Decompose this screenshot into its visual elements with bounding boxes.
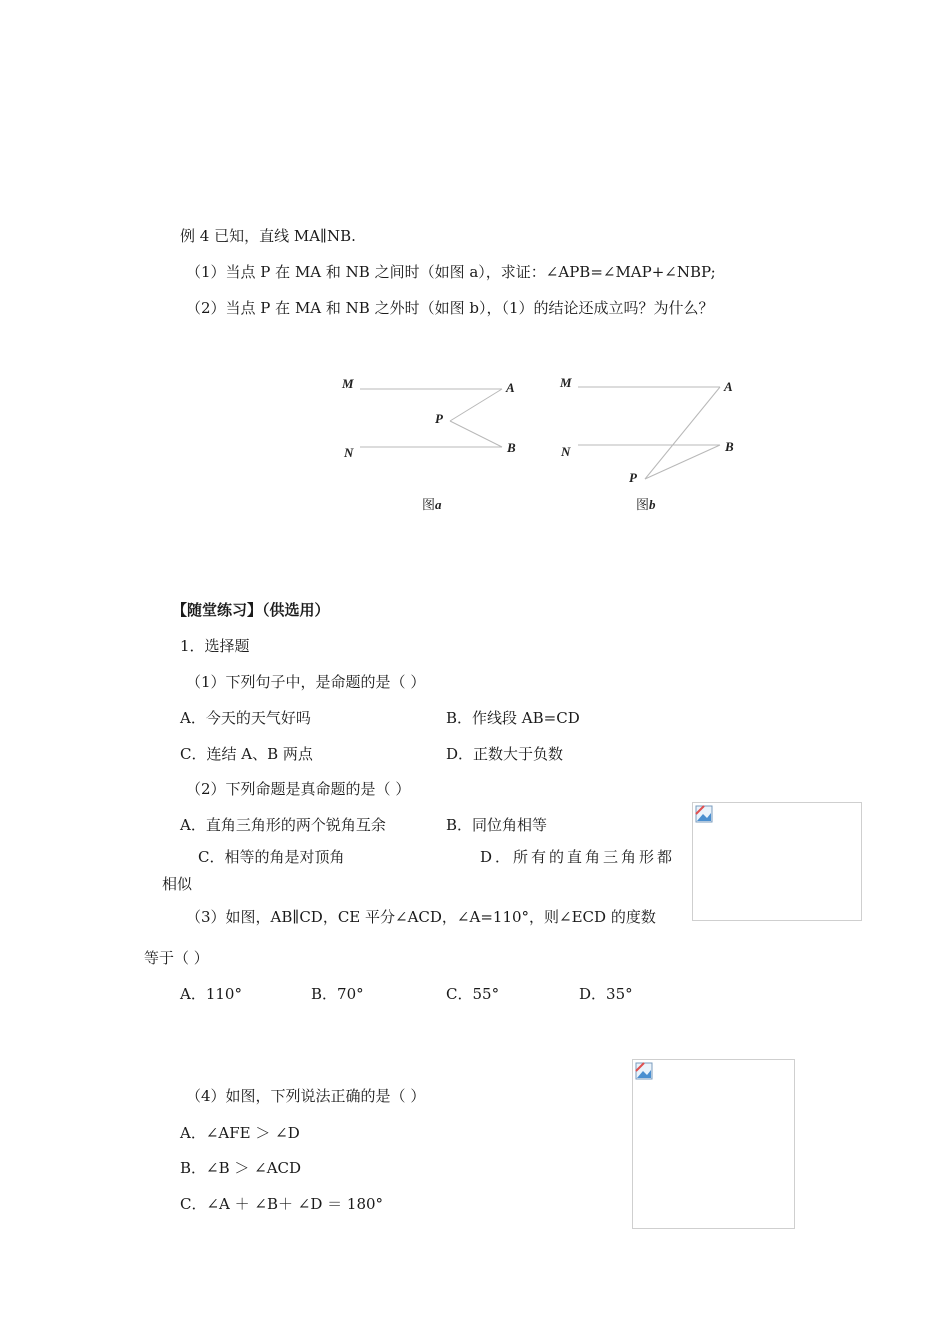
q2-option-d-continued: 相似 bbox=[162, 875, 193, 893]
fig-a-label-m: M bbox=[342, 376, 354, 391]
section-choice: 1．选择题 bbox=[180, 637, 250, 655]
q1-option-b: B．作线段 AB=CD bbox=[446, 709, 580, 727]
geometry-figures bbox=[330, 365, 760, 525]
fig-b-label-a: A bbox=[724, 379, 733, 394]
q2-option-d: D．所有的直角三角形都 bbox=[480, 848, 676, 866]
q3-figure-placeholder bbox=[692, 802, 862, 921]
q4-stem: （4）如图，下列说法正确的是（ ） bbox=[186, 1087, 426, 1105]
fig-b-label-b: B bbox=[725, 439, 734, 454]
q4-figure-placeholder bbox=[632, 1059, 795, 1229]
figure-a bbox=[360, 389, 502, 447]
fig-a-label-p: P bbox=[435, 411, 443, 426]
fig-b-label-p: P bbox=[629, 470, 637, 485]
broken-image-icon bbox=[695, 805, 713, 823]
broken-image-icon bbox=[635, 1062, 653, 1080]
fig-a-label-a: A bbox=[506, 380, 515, 395]
q4-option-c: C．∠A ＋ ∠B＋ ∠D ＝ 180° bbox=[180, 1195, 384, 1213]
q4-option-b: B．∠B ＞ ∠ACD bbox=[180, 1159, 302, 1177]
example-4-title: 例 4 已知，直线 MA∥NB. bbox=[180, 227, 356, 245]
q2-option-c: C．相等的角是对顶角 bbox=[198, 848, 345, 866]
segment-pb bbox=[450, 421, 502, 447]
fig-b-label-m: M bbox=[560, 375, 572, 390]
q1-option-c: C．连结 A、B 两点 bbox=[180, 745, 313, 763]
q1-option-a: A．今天的天气好吗 bbox=[180, 709, 311, 727]
q3-stem-continued: 等于（ ） bbox=[144, 949, 209, 967]
fig-a-label-b: B bbox=[507, 440, 516, 455]
q3-option-b: B．70° bbox=[311, 985, 364, 1003]
q2-option-a: A．直角三角形的两个锐角互余 bbox=[180, 816, 386, 834]
q1-stem: （1）下列句子中，是命题的是（ ） bbox=[186, 673, 426, 691]
q3-option-a: A．110° bbox=[180, 985, 242, 1003]
figure-b bbox=[578, 387, 720, 479]
q3-stem: （3）如图，AB∥CD，CE 平分∠ACD，∠A=110°，则∠ECD 的度数 bbox=[186, 908, 656, 926]
fig-b-caption: 图b bbox=[636, 497, 656, 512]
example-4-part-2: （2）当点 P 在 MA 和 NB 之外时（如图 b），（1）的结论还成立吗？为什么？ bbox=[186, 299, 714, 317]
segment-ap-b bbox=[645, 387, 720, 479]
q2-option-b: B．同位角相等 bbox=[446, 816, 548, 834]
q4-option-a: A．∠AFE ＞ ∠D bbox=[180, 1124, 300, 1142]
fig-a-caption: 图a bbox=[422, 497, 442, 512]
fig-a-label-n: N bbox=[344, 445, 354, 460]
example-4-part-1: （1）当点 P 在 MA 和 NB 之间时（如图 a），求证：∠APB=∠MAP+∠NBP; bbox=[186, 263, 716, 281]
q3-option-d: D．35° bbox=[579, 985, 633, 1003]
q1-option-d: D．正数大于负数 bbox=[446, 745, 564, 763]
practice-heading: 【随堂练习】（供选用） bbox=[172, 601, 330, 619]
segment-ap bbox=[450, 389, 502, 421]
q3-option-c: C．55° bbox=[446, 985, 500, 1003]
fig-b-label-n: N bbox=[561, 444, 571, 459]
q2-stem: （2）下列命题是真命题的是（ ） bbox=[186, 780, 411, 798]
segment-bp-b bbox=[645, 445, 720, 479]
